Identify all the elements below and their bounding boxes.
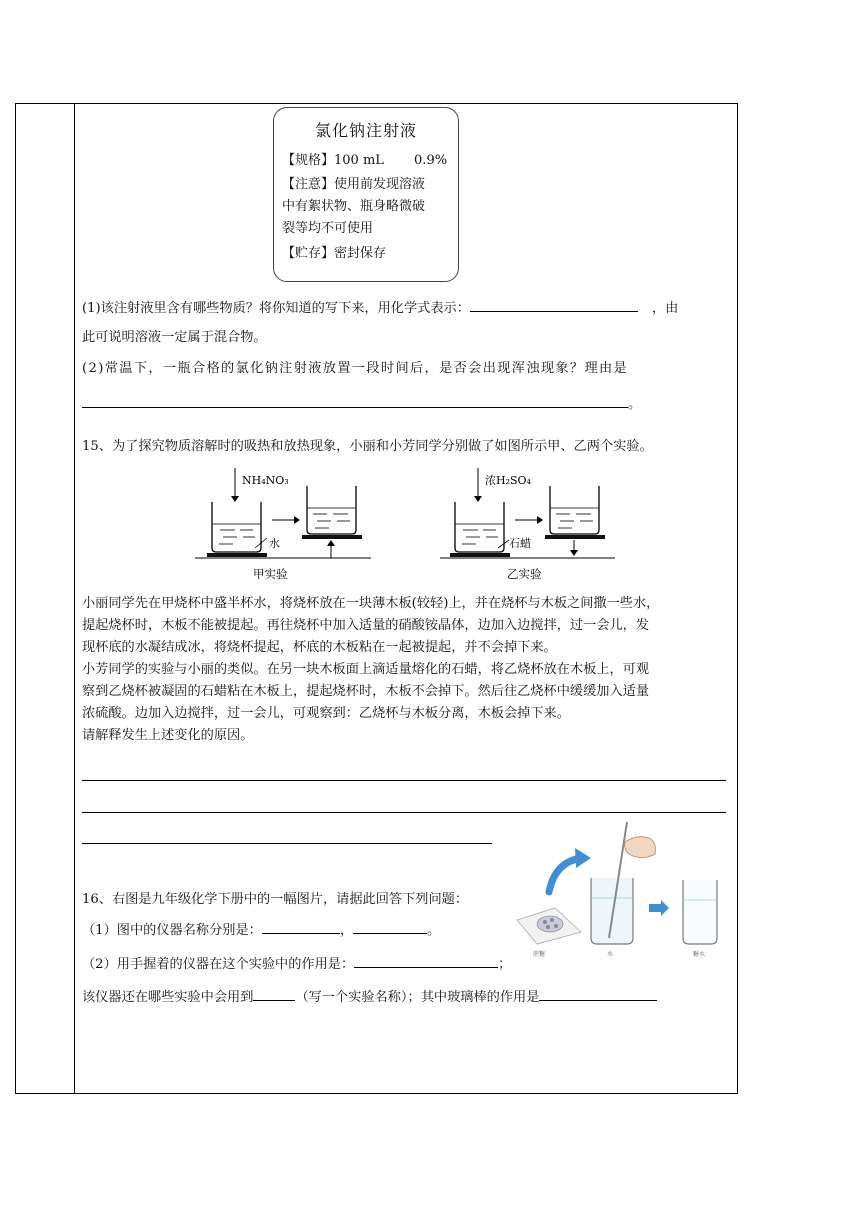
q15-para2-line1: 小芳同学的实验与小丽的类似。在另一块木板面上滴适量熔化的石蜡，将乙烧杯放在木板上，可观 — [82, 662, 650, 677]
fig-b-caption: 乙实验 — [507, 567, 542, 581]
fig-label-sugar-water: 糖水 — [693, 951, 706, 958]
experiment-b-diagram — [440, 468, 615, 581]
label-note-3: 裂等均不可使用 — [282, 221, 374, 236]
q15-intro: 15、为了探究物质溶解时的吸热和放热现象，小丽和小芳同学分别做了如图所示甲、乙两个实验。 — [82, 439, 653, 454]
result-arrow — [649, 900, 669, 916]
sugar-water-beaker-icon — [683, 880, 717, 944]
q15-ask: 请解释发生上述变化的原因。 — [82, 728, 254, 743]
q15-para2-line3: 浓硫酸。边加入边搅拌，过一会儿，可观察到：乙烧杯与木板分离，木板会掉下来。 — [82, 706, 570, 721]
q15-answer-line-3[interactable] — [82, 843, 492, 844]
q16-part3-text-b: （写一个实验名称）；其中玻璃棒的作用是 — [295, 990, 540, 1005]
q15-para2-line2: 察到乙烧杯被凝固的石蜡粘在木板上，提起烧杯时，木板不会掉下。然后往乙烧杯中缓缓加入适量 — [82, 684, 650, 699]
fig-a-reagent: NH₄NO₃ — [242, 474, 289, 487]
q16-blank-5[interactable] — [539, 986, 657, 1001]
experiment-a-diagram — [195, 468, 371, 581]
fig-a-caption: 甲实验 — [253, 567, 288, 581]
q16-part2-text: （2）用手握着的仪器在这个实验中的作用是： — [82, 957, 355, 972]
fig-b-reagent: 浓H₂SO₄ — [485, 474, 531, 487]
q14-part1-cont: 此可说明溶液一定属于混合物。 — [82, 330, 267, 345]
q15-answer-line-2[interactable] — [82, 812, 726, 813]
q16-part3-text: 该仪器还在哪些实验中会用到 — [82, 990, 254, 1005]
q16-part2-end: ； — [498, 957, 512, 972]
q15-figure — [195, 466, 635, 586]
q16-blank-1[interactable] — [262, 919, 340, 934]
hand-icon — [625, 837, 656, 858]
q15-para1-line2: 提起烧杯时，木板不能被提起。再往烧杯中加入适量的硝酸铵晶体，边加入边搅拌，过一会儿，发 — [82, 618, 650, 633]
q14-part1 — [82, 297, 678, 320]
q16-part3 — [82, 986, 657, 1009]
q16-part1-end: 。 — [427, 923, 441, 938]
column-divider — [74, 104, 75, 1093]
fig-a-water: 水 — [269, 537, 280, 550]
q16-figure — [515, 820, 725, 970]
q14-blank-1[interactable] — [470, 297, 638, 312]
fig-label-water: 水 — [607, 951, 614, 958]
q15-para1-line3: 现杯底的水凝结成冰，将烧杯提起，杯底的木板粘在一起被提起，并不会掉下来。 — [82, 640, 557, 655]
q16-part2 — [82, 953, 511, 976]
fig-b-wax: 石蜡 — [509, 537, 531, 550]
q14-answer-line[interactable] — [82, 407, 628, 408]
q15-answer-line-1[interactable] — [82, 780, 726, 781]
label-note-1: 【注意】使用前发现溶液 — [282, 177, 426, 192]
q16-part1 — [82, 919, 440, 942]
saline-label-card — [273, 107, 459, 282]
label-storage: 【贮存】密封保存 — [282, 246, 387, 261]
q16-blank-4[interactable] — [253, 986, 295, 1001]
sugar-icon — [537, 916, 563, 932]
q14-part2: (2)常温下，一瓶合格的氯化钠注射液放置一段时间后，是否会出现浑浊现象？理由是 — [82, 361, 629, 376]
q16-intro: 16、右图是九年级化学下册中的一幅图片，请据此回答下列问题： — [82, 892, 469, 907]
q15-para1-line1: 小丽同学先在甲烧杯中盛半杯水，将烧杯放在一块薄木板(较轻)上，并在烧杯与木板之间撒一些水， — [82, 596, 660, 611]
q16-part1-text: （1）图中的仪器名称分别是： — [82, 923, 262, 938]
q16-blank-3[interactable] — [354, 953, 498, 968]
q16-blank-2[interactable] — [353, 919, 427, 934]
q14-part1-suffix: ，由 — [651, 301, 679, 316]
label-note-2: 中有絮状物、瓶身略微破 — [282, 199, 426, 214]
q16-part1-sep: ， — [339, 923, 354, 938]
label-title: 氯化钠注射液 — [314, 121, 417, 140]
fig-label-sugar: 蔗糖 — [533, 951, 546, 958]
label-spec: 【规格】100 mL 0.9% — [282, 153, 448, 168]
beaker-icon — [591, 878, 633, 944]
q14-part2-end: 。 — [628, 397, 642, 412]
q14-part1-text: (1)该注射液里含有哪些物质？将你知道的写下来，用化学式表示： — [82, 301, 470, 316]
